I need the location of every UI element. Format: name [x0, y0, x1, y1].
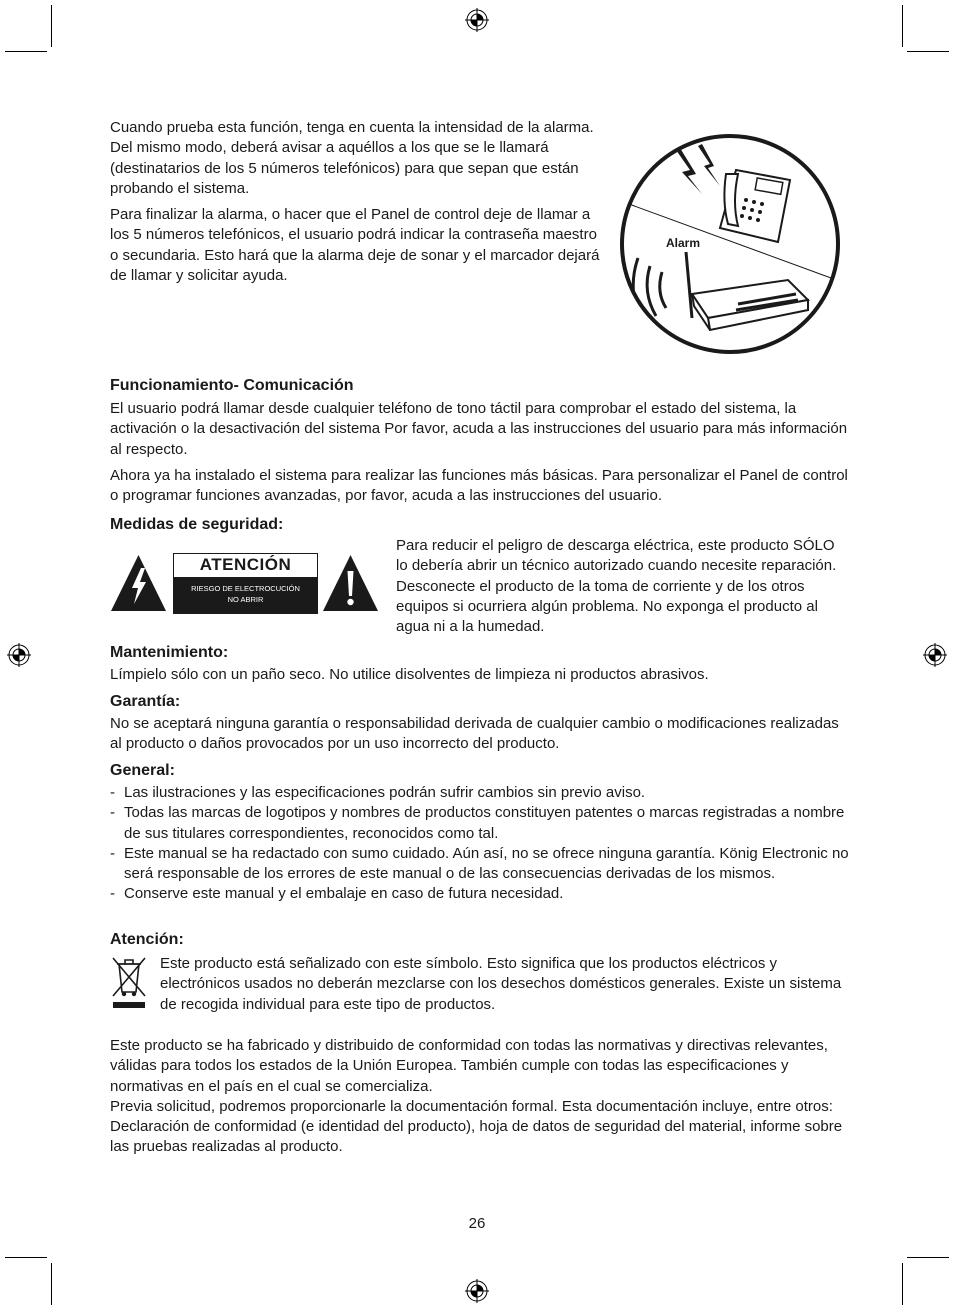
general-section: [110, 761, 850, 905]
funcionamiento-paragraph-2: Ahora ya ha instalado el sistema para realizar las funciones más básicas. Para personalizar el Panel de control o programar funciones avanzadas, por favor, acuda a las instrucciones del usuario.: [110, 466, 848, 505]
page-number: 26: [468, 1215, 486, 1232]
warning-label-line-1: RIESGO DE ELECTROCUCIÓN: [191, 584, 300, 593]
list-item: - Las ilustraciones y las especificaciones podrán sufrir cambios sin previo aviso.: [110, 783, 850, 803]
lightning-warning-icon: [110, 554, 167, 612]
general-list: [110, 783, 850, 905]
intro-section: [110, 118, 605, 286]
alarm-label: Alarm: [666, 236, 701, 250]
telephone-icon: [720, 170, 790, 242]
conformidad-section: [110, 1036, 852, 1158]
weee-crossed-bin-icon: [110, 954, 148, 1010]
intro-paragraph-2: Para finalizar la alarma, o hacer que el Panel de control deje de llamar a los 5 números telefónicos, el usuario podrá indicar la contraseña maestro o secundaria. Esto hará que la alarma deje de sonar y el marcador dejará de llamar y solicitar ayuda.: [110, 206, 600, 285]
conformidad-paragraph-1: Este producto se ha fabricado y distribuido de conformidad con todas las normativas y directivas relevantes, válidas para todos los estados de la Unión Europea. También cumple con todas las especificaciones y normativas en el país en el cual se comercializa.: [110, 1037, 828, 1095]
registration-mark-icon: [465, 8, 489, 32]
section-heading: Funcionamiento- Comunicación: [110, 377, 354, 394]
section-heading: Mantenimiento:: [110, 644, 229, 661]
section-heading: Garantía:: [110, 693, 181, 710]
section-heading: Atención:: [110, 931, 184, 948]
mantenimiento-text: Límpielo sólo con un paño seco. No utilice disolventes de limpieza ni productos abrasivos.: [110, 666, 709, 683]
section-heading: General:: [110, 762, 175, 779]
funcionamiento-paragraph-1: El usuario podrá llamar desde cualquier teléfono de tono táctil para comprobar el estado del sistema, la activación o la desactivación del sistema Por favor, acuda a las instrucciones del usuario para más información al respecto.: [110, 400, 848, 458]
registration-mark-icon: [923, 643, 947, 667]
list-item: - Conserve este manual y el embalaje en caso de futura necesidad.: [110, 884, 850, 904]
conformidad-paragraph-2: Previa solicitud, podremos proporcionarle la documentación formal. Esta documentación incluye, entre otros: Declaración de conformidad (e identidad del producto), hoja de datos de seguridad del material, informe sobre las pruebas realizadas al producto.: [110, 1097, 843, 1156]
exclamation-warning-icon: [322, 554, 379, 612]
funcionamiento-section: [110, 376, 850, 506]
alarm-phone-illustration: [618, 132, 842, 356]
atencion-warning-label: [173, 553, 318, 614]
warning-label-line-2: NO ABRIR: [227, 595, 264, 604]
atencion-text: Este producto está señalizado con este símbolo. Esto significa que los productos eléctricos y electrónicos usados no deberán mezclarse con los desechos domésticos generales. Existe un sistema de recogida individual para este tipo de productos.: [160, 955, 842, 1013]
list-item: - Este manual se ha redactado con sumo cuidado. Aún así, no se ofrece ninguna garantía. König Electronic no será responsable de los errores de este manual o de las consecuencias derivadas de los mismos.: [110, 844, 850, 885]
list-item: - Todas las marcas de logotipos y nombres de productos constituyen patentes o marcas registradas a nombre de sus titulares correspondientes, reconocidos como tal.: [110, 803, 850, 844]
garantia-text: No se aceptará ninguna garantía o responsabilidad derivada de cualquier cambio o modificaciones realizadas al producto o daños provocados por un uso incorrecto del producto.: [110, 715, 839, 753]
seguridad-text: Para reducir el peligro de descarga eléctrica, este producto SÓLO lo debería abrir un técnico autorizado cuando necesite reparación. Desconecte el producto de la toma de corriente y de los otros equipos si ocurriera algún problema. No exponga el producto al agua ni a la humedad.: [396, 537, 837, 636]
registration-mark-icon: [465, 1279, 489, 1303]
intro-paragraph-1: Cuando prueba esta función, tenga en cuenta la intensidad de la alarma. Del mismo modo, deberá avisar a aquéllos a los que se le llamará (destinatarios de los 5 números telefónicos) para que sepan que están probando el sistema.: [110, 119, 594, 197]
mantenimiento-section: [110, 643, 850, 685]
registration-mark-icon: [7, 643, 31, 667]
warning-label-title: ATENCIÓN: [199, 555, 292, 574]
section-heading: Medidas de seguridad:: [110, 516, 284, 533]
garantia-section: [110, 692, 850, 755]
